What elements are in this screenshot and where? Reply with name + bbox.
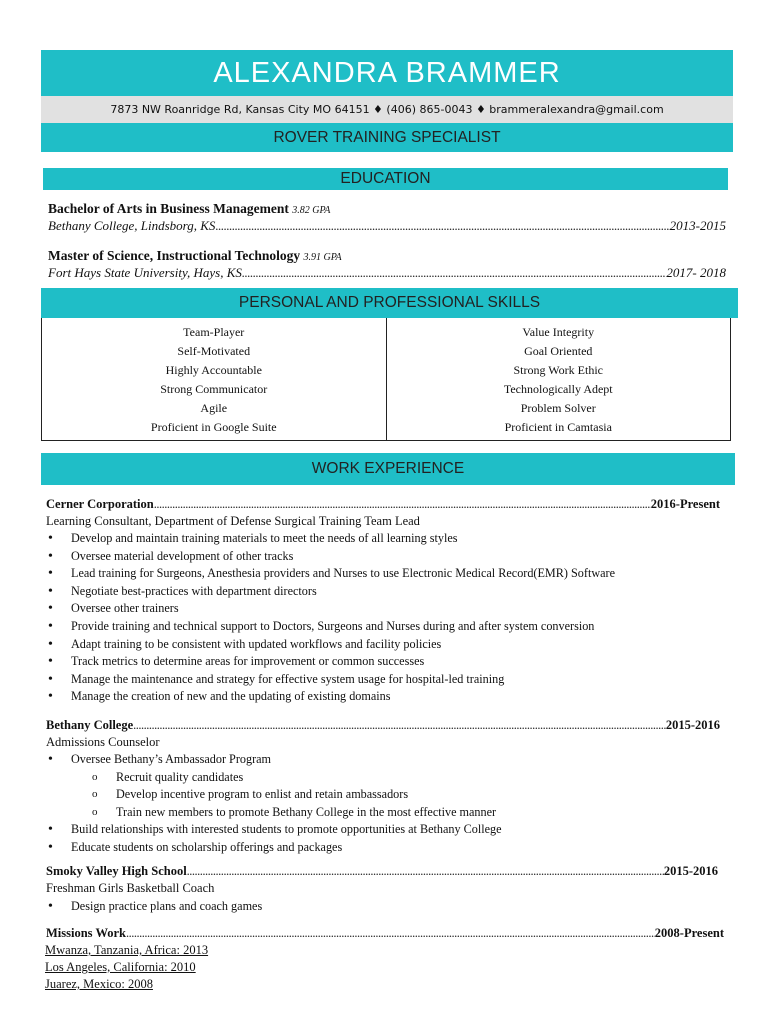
job-2-bullets xyxy=(46,751,502,857)
name-banner xyxy=(41,50,733,96)
skills-heading: PERSONAL AND PROFESSIONAL SKILLS xyxy=(41,288,738,318)
missions-dates: 2008-Present xyxy=(654,926,724,940)
list-item: • Track metrics to determine areas for improvement or common successes xyxy=(46,653,615,671)
job-3-role: Freshman Girls Basketball Coach xyxy=(46,881,215,895)
work-heading: WORK EXPERIENCE xyxy=(41,453,735,485)
job-1-dates: 2016-Present xyxy=(650,497,720,511)
list-item: • Lead training for Surgeons, Anesthesia providers and Nurses to use Electronic Medical Record(EMR) Software xyxy=(46,565,615,583)
candidate-name: ALEXANDRA BRAMMER xyxy=(213,57,561,89)
job-title: ROVER TRAINING SPECIALIST xyxy=(273,129,501,146)
job-1-role: Learning Consultant, Department of Defense Surgical Training Team Lead xyxy=(46,514,420,528)
list-item: o Train new members to promote Bethany College in the most effective manner xyxy=(46,804,502,822)
skills-row: Agile Problem Solver xyxy=(42,398,731,417)
gpa-1: 3.82 GPA xyxy=(292,205,331,216)
skills-table xyxy=(41,318,731,441)
list-item: • Build relationships with interested students to promote opportunities at Bethany College xyxy=(46,821,502,839)
contact-info: 7873 NW Roanridge Rd, Kansas City MO 64151 ♦ (406) 865-0043 ♦ brammeralexandra@gmail.com xyxy=(110,103,664,116)
skills-row: Highly Accountable Strong Work Ethic xyxy=(42,360,731,379)
dates-2: 2017- 2018 xyxy=(666,265,726,280)
job-1-header xyxy=(46,497,720,512)
mission-location: Mwanza, Tanzania, Africa: 2013 xyxy=(45,943,209,957)
dates-1: 2013-2015 xyxy=(669,218,726,233)
education-heading: EDUCATION xyxy=(43,168,728,190)
skills-row: Strong Communicator Technologically Adept xyxy=(42,379,731,398)
list-item: • Oversee Bethany’s Ambassador Program xyxy=(46,751,502,769)
list-item: • Oversee material development of other tracks xyxy=(46,548,615,566)
list-item: o Recruit quality candidates xyxy=(46,769,502,787)
list-item: • Manage the maintenance and strategy for effective system usage for hospital-led training xyxy=(46,671,615,689)
contact-bar xyxy=(41,96,733,123)
school-2: Fort Hays State University, Hays, KS ..... 2017- 2018 xyxy=(48,265,726,281)
list-item: • Provide training and technical support to Doctors, Surgeons and Nurses during and after system conversion xyxy=(46,618,615,636)
company-1: Cerner Corporation xyxy=(46,497,154,511)
skills-row: Self-Motivated Goal Oriented xyxy=(42,341,731,360)
job-2-role: Admissions Counselor xyxy=(46,735,160,749)
missions-label: Missions Work xyxy=(46,926,126,940)
list-item: • Develop and maintain training materials to meet the needs of all learning styles xyxy=(46,530,615,548)
list-item: • Adapt training to be consistent with updated workflows and facility policies xyxy=(46,636,615,654)
job-2-header xyxy=(46,718,720,733)
degree-2: Master of Science, Instructional Technology 3.91 GPA xyxy=(48,248,342,263)
list-item: • Educate students on scholarship offerings and packages xyxy=(46,839,502,857)
school-1: Bethany College, Lindsborg, KS ..... 2013-2015 xyxy=(48,218,726,234)
job-2-dates: 2015-2016 xyxy=(665,718,720,732)
missions-header xyxy=(46,926,724,941)
job-title-banner xyxy=(41,123,733,152)
list-item: • Design practice plans and coach games xyxy=(46,898,262,916)
degree-1: Bachelor of Arts in Business Management 3.82 GPA xyxy=(48,201,331,216)
mission-location: Los Angeles, California: 2010 xyxy=(45,960,196,974)
list-item: • Negotiate best-practices with department directors xyxy=(46,583,615,601)
company-2: Bethany College xyxy=(46,718,134,732)
company-3: Smoky Valley High School xyxy=(46,864,187,878)
skills-row: Proficient in Google Suite Proficient in Camtasia xyxy=(42,417,731,441)
list-item: • Manage the creation of new and the updating of existing domains xyxy=(46,688,615,706)
skills-row: Team-Player Value Integrity xyxy=(42,318,731,341)
job-3-header xyxy=(46,864,718,879)
list-item: • Oversee other trainers xyxy=(46,600,615,618)
job-3-dates: 2015-2016 xyxy=(663,864,718,878)
gpa-2: 3.91 GPA xyxy=(303,252,342,263)
job-3-bullets xyxy=(46,898,262,916)
list-item: o Develop incentive program to enlist and retain ambassadors xyxy=(46,786,502,804)
job-1-bullets xyxy=(46,530,615,706)
mission-location: Juarez, Mexico: 2008 xyxy=(45,977,153,991)
